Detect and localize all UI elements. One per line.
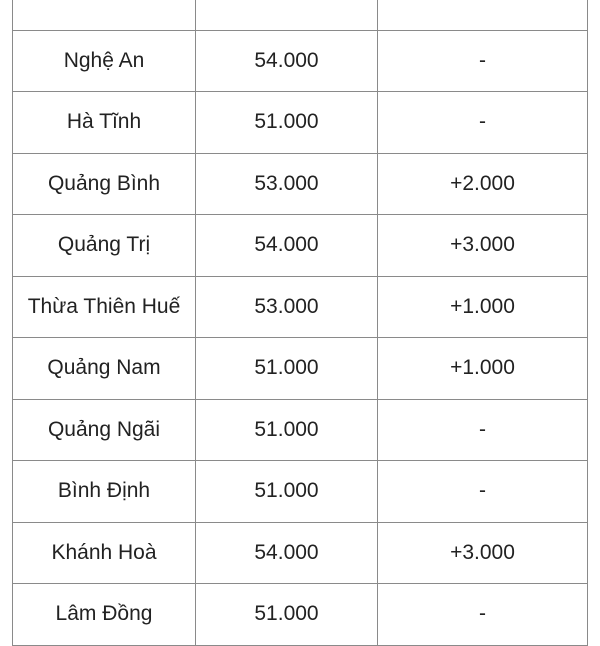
table-row (13, 30, 588, 92)
change-cell: +1.000 (378, 276, 588, 338)
table-body (13, 0, 588, 645)
change-cell (378, 0, 588, 30)
table-row (13, 0, 588, 30)
province-cell: Hà Tĩnh (13, 92, 196, 154)
price-cell: 51.000 (196, 399, 378, 461)
price-cell: 51.000 (196, 338, 378, 400)
table-row (13, 399, 588, 461)
change-cell: - (378, 30, 588, 92)
change-cell: +1.000 (378, 338, 588, 400)
province-cell: Nghệ An (13, 30, 196, 92)
table-row (13, 92, 588, 154)
price-cell: 54.000 (196, 522, 378, 584)
change-cell: - (378, 399, 588, 461)
change-cell: +3.000 (378, 522, 588, 584)
change-cell: - (378, 461, 588, 523)
table-row (13, 584, 588, 646)
province-cell: Bình Định (13, 461, 196, 523)
change-cell: - (378, 584, 588, 646)
price-cell: 54.000 (196, 30, 378, 92)
province-cell: Quảng Bình (13, 153, 196, 215)
price-cell (196, 0, 378, 30)
table-row (13, 276, 588, 338)
province-cell: Quảng Trị (13, 215, 196, 277)
province-cell: Lâm Đồng (13, 584, 196, 646)
price-cell: 53.000 (196, 276, 378, 338)
province-cell: Thừa Thiên Huế (13, 276, 196, 338)
table-row (13, 522, 588, 584)
price-cell: 51.000 (196, 461, 378, 523)
change-cell: - (378, 92, 588, 154)
table-row (13, 338, 588, 400)
price-table (12, 0, 588, 646)
province-cell: Quảng Ngãi (13, 399, 196, 461)
province-cell: Khánh Hoà (13, 522, 196, 584)
price-cell: 51.000 (196, 584, 378, 646)
province-cell (13, 0, 196, 30)
price-cell: 51.000 (196, 92, 378, 154)
change-cell: +3.000 (378, 215, 588, 277)
table-row (13, 215, 588, 277)
change-cell: +2.000 (378, 153, 588, 215)
table-row (13, 153, 588, 215)
price-cell: 54.000 (196, 215, 378, 277)
price-cell: 53.000 (196, 153, 378, 215)
table-row (13, 461, 588, 523)
price-table-container (12, 0, 587, 646)
province-cell: Quảng Nam (13, 338, 196, 400)
